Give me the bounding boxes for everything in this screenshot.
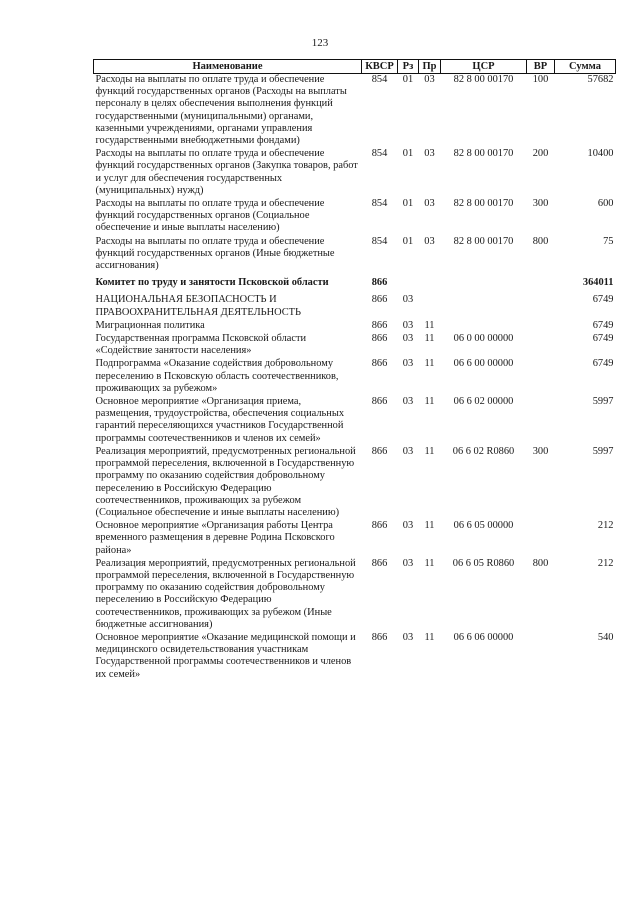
cell-pr: 11 [424, 333, 435, 345]
cell-rz: 01 [402, 148, 414, 160]
cell-name: Реализация мероприятий, предусмотренных региональной программой переселения, включенной в Государственную программу по оказанию содействия добровольному переселению в Российскую Федерацию соотечественников, проживающих за рубежом (Иные бюджетные ассигнования) [95, 557, 356, 630]
cell-csr: 06 0 00 00000 [453, 333, 514, 345]
cell-vr: 300 [532, 198, 549, 210]
table-row [94, 290, 616, 319]
cell-csr: 06 6 06 00000 [453, 631, 514, 643]
cell-kvsr: 866 [371, 396, 388, 408]
cell-vr: 800 [532, 557, 549, 569]
cell-vr: 200 [532, 148, 549, 160]
table-header-row [94, 60, 616, 74]
header-pr: Пр [419, 60, 441, 74]
cell-pr: 03 [424, 198, 435, 210]
cell-sum: 5997 [592, 396, 614, 408]
cell-vr [527, 632, 555, 682]
cell-vr [527, 290, 555, 319]
cell-kvsr: 866 [371, 557, 388, 569]
cell-kvsr: 866 [371, 333, 388, 345]
cell-name: Миграционная политика [95, 319, 205, 331]
cell-vr [527, 273, 555, 290]
cell-rz: 03 [402, 294, 414, 306]
cell-pr [419, 290, 441, 319]
cell-kvsr: 866 [371, 358, 388, 370]
cell-rz: 01 [402, 74, 414, 85]
cell-sum: 6749 [592, 333, 614, 345]
cell-pr: 11 [424, 396, 435, 408]
table-row [94, 198, 616, 236]
cell-rz: 03 [402, 445, 414, 457]
header-rz: Рз [398, 60, 419, 74]
cell-kvsr: 854 [371, 74, 388, 85]
header-csr: ЦСР [441, 60, 527, 74]
table-row [94, 446, 616, 520]
cell-sum: 540 [597, 631, 614, 643]
cell-vr [527, 333, 555, 358]
cell-vr [527, 320, 555, 333]
cell-kvsr: 854 [371, 148, 388, 160]
cell-name: НАЦИОНАЛЬНАЯ БЕЗОПАСНОСТЬ И ПРАВООХРАНИТЕЛЬНАЯ ДЕЯТЕЛЬНОСТЬ [95, 294, 301, 318]
cell-rz: 03 [402, 333, 414, 345]
cell-vr: 300 [532, 445, 549, 457]
cell-csr [441, 290, 527, 319]
cell-kvsr: 854 [371, 235, 388, 247]
header-sum: Сумма [555, 60, 616, 74]
cell-sum: 57682 [587, 74, 614, 85]
cell-rz: 03 [402, 319, 414, 331]
cell-pr [419, 273, 441, 290]
cell-rz: 03 [402, 396, 414, 408]
cell-rz: 01 [402, 235, 414, 247]
cell-pr: 11 [424, 319, 435, 331]
table-row [94, 273, 616, 290]
cell-sum: 6749 [592, 358, 614, 370]
budget-table [93, 59, 616, 682]
cell-vr [527, 358, 555, 396]
cell-csr: 82 8 00 00170 [453, 198, 514, 210]
cell-pr: 11 [424, 520, 435, 532]
header-kvsr: КВСР [362, 60, 398, 74]
table-row [94, 358, 616, 396]
cell-kvsr: 866 [371, 319, 388, 331]
cell-sum: 212 [597, 557, 614, 569]
cell-csr [441, 273, 527, 290]
table-row [94, 236, 616, 274]
cell-rz [398, 273, 419, 290]
cell-name: Государственная программа Псковской области «Содействие занятости населения» [95, 333, 307, 357]
cell-pr: 11 [424, 631, 435, 643]
cell-name: Основное мероприятие «Организация работы Центра временного размещения в деревне Родина Псковского района» [95, 520, 335, 556]
cell-name: Комитет по труду и занятости Псковской области [95, 277, 329, 289]
cell-sum: 364011 [582, 277, 614, 289]
cell-name: Расходы на выплаты по оплате труда и обеспечение функций государственных органов (Социальное обеспечение и иные выплаты населению) [95, 198, 325, 234]
cell-rz: 01 [402, 198, 414, 210]
cell-sum: 6749 [592, 319, 614, 331]
header-vr: ВР [527, 60, 555, 74]
cell-csr: 82 8 00 00170 [453, 148, 514, 160]
cell-vr [527, 396, 555, 446]
cell-name: Основное мероприятие «Оказание медицинской помощи и медицинского освидетельствования участникам Государственной программы соотечественников и членов их семей» [95, 631, 356, 680]
cell-pr: 11 [424, 358, 435, 370]
cell-name: Расходы на выплаты по оплате труда и обеспечение функций государственных органов (Закупка товаров, работ и услуг для обеспечения государственных (муниципальных) нужд) [95, 148, 358, 196]
cell-csr: 82 8 00 00170 [453, 235, 514, 247]
header-name: Наименование [94, 60, 362, 74]
cell-sum: 75 [603, 235, 614, 247]
cell-kvsr: 866 [371, 294, 388, 306]
cell-sum: 5997 [592, 445, 614, 457]
table-row [94, 74, 616, 149]
cell-name: Расходы на выплаты по оплате труда и обеспечение функций государственных органов (Иные бюджетные ассигнования) [95, 235, 335, 272]
cell-kvsr: 866 [371, 520, 388, 532]
table-body [94, 74, 616, 682]
cell-kvsr: 866 [371, 631, 388, 643]
cell-rz: 03 [402, 358, 414, 370]
cell-rz: 03 [402, 631, 414, 643]
cell-csr: 06 6 05 00000 [453, 520, 514, 532]
table-row [94, 558, 616, 632]
table-row [94, 632, 616, 682]
table-row [94, 520, 616, 558]
cell-csr [441, 320, 527, 333]
cell-sum: 600 [597, 198, 614, 210]
page-number: 123 [311, 37, 329, 49]
cell-rz: 03 [402, 520, 414, 532]
table-row [94, 148, 616, 198]
table-row [94, 396, 616, 446]
cell-vr [527, 520, 555, 558]
cell-vr: 100 [532, 74, 549, 85]
cell-pr: 03 [424, 148, 435, 160]
cell-rz: 03 [402, 557, 414, 569]
cell-pr: 11 [424, 557, 435, 569]
table-row [94, 320, 616, 333]
cell-kvsr: 866 [371, 277, 388, 289]
table-row [94, 333, 616, 358]
cell-csr: 06 6 00 00000 [453, 358, 514, 370]
cell-csr: 06 6 02 R0860 [452, 445, 515, 457]
cell-pr: 03 [424, 74, 435, 85]
cell-kvsr: 854 [371, 198, 388, 210]
cell-csr: 06 6 05 R0860 [452, 557, 515, 569]
cell-name: Подпрограмма «Оказание содействия добровольному переселению в Псковскую область соотечественников, проживающих за рубежом» [95, 358, 339, 394]
cell-name: Расходы на выплаты по оплате труда и обеспечение функций государственных органов (Расходы на выплаты персоналу в целях обеспечения выполнения функций государственными (муниципальными) органами, казенными учреждениями, органами управления государственными внебюджетными фондами) [95, 74, 347, 147]
cell-name: Основное мероприятие «Организация приема, размещения, трудоустройства, обеспечения социальных гарантий переселяющихся участников Государственной программы соотечественников и членов их семей» [95, 396, 345, 444]
cell-pr: 11 [424, 445, 435, 457]
cell-sum: 10400 [587, 148, 614, 160]
cell-name: Реализация мероприятий, предусмотренных региональной программой переселения, включенной в Государственную программу по оказанию содействия добровольному переселению в Российскую Федерацию соотечественников, проживающих за рубежом (Социальное обеспечение и иные выплаты населению) [95, 445, 356, 518]
cell-sum: 212 [597, 520, 614, 532]
cell-kvsr: 866 [371, 445, 388, 457]
cell-vr: 800 [532, 235, 549, 247]
cell-sum: 6749 [592, 294, 614, 306]
cell-pr: 03 [424, 235, 435, 247]
cell-csr: 06 6 02 00000 [453, 396, 514, 408]
cell-csr: 82 8 00 00170 [453, 74, 514, 85]
